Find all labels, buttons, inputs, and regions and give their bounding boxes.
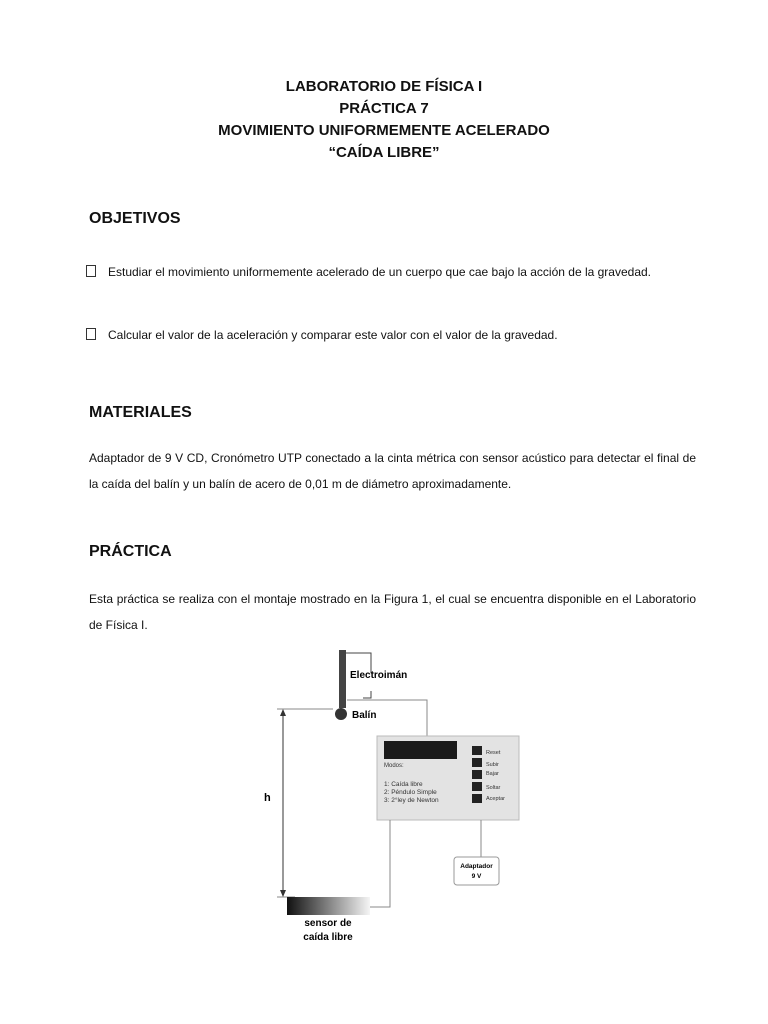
objetivo-text-2: Calcular el valor de la aceleración y comparar este valor con el valor de la gravedad.	[108, 328, 558, 342]
reset-label: Reset	[486, 750, 501, 756]
title-line-1: LABORATORIO DE FÍSICA I	[285, 78, 483, 95]
h-arrow-down-icon	[280, 890, 286, 897]
objetivo-text-1: Estudiar el movimiento uniformemente acelerado de un cuerpo que cae bajo la acción de la gravedad.	[108, 265, 651, 279]
aceptar-button[interactable]	[472, 794, 482, 803]
materiales-paragraph: Adaptador de 9 V CD, Cronómetro UTP conectado a la cinta métrica con sensor acústico para detectar el final de la caída del balín y un balín de acero de 0,01 m de diámetro aproximadamente.	[89, 451, 696, 491]
sensor-label-2: caída libre	[303, 932, 353, 943]
bajar-button[interactable]	[472, 770, 482, 779]
sensor-caida-libre	[287, 897, 370, 915]
reset-button[interactable]	[472, 746, 482, 755]
subir-label: Subir	[486, 762, 499, 768]
modo-2: 2: Péndulo Simple	[384, 789, 437, 796]
bullet-box-icon	[86, 265, 96, 277]
h-arrow-up-icon	[280, 709, 286, 716]
h-label: h	[264, 792, 271, 804]
balin-label: Balín	[352, 710, 377, 721]
adaptador-label-2: 9 V	[471, 873, 482, 880]
aceptar-label: Aceptar	[486, 796, 505, 802]
modo-1: 1: Caída libre	[384, 781, 423, 788]
figura-1-diagram	[255, 645, 535, 950]
bullet-box-icon	[86, 328, 96, 340]
title-line-3: MOVIMIENTO UNIFORMEMENTE ACELERADO	[218, 122, 550, 139]
practica-paragraph: Esta práctica se realiza con el montaje mostrado en la Figura 1, el cual se encuentra disponible en el Laboratorio de Física I.	[89, 592, 696, 632]
modo-3: 3: 2°ley de Newton	[384, 797, 439, 804]
wire-sensor-to-box	[370, 820, 390, 907]
wire-arrow	[363, 691, 371, 698]
materiales-heading: MATERIALES	[89, 404, 192, 421]
title-line-2: PRÁCTICA 7	[339, 100, 429, 117]
balin-ball	[335, 708, 347, 720]
cronometro-display	[384, 741, 457, 759]
soltar-label: Soltar	[486, 785, 501, 791]
objetivo-item-1	[86, 265, 651, 279]
title-line-4: “CAÍDA LIBRE”	[328, 144, 440, 161]
subir-button[interactable]	[472, 758, 482, 767]
soltar-button[interactable]	[472, 782, 482, 791]
document-title	[0, 76, 768, 164]
adaptador-label-1: Adaptador	[460, 863, 493, 870]
practica-heading: PRÁCTICA	[89, 543, 172, 560]
sensor-label-1: sensor de	[304, 918, 352, 929]
objetivos-heading: OBJETIVOS	[89, 210, 181, 227]
bajar-label: Bajar	[486, 771, 499, 777]
modos-title: Modos:	[384, 763, 404, 769]
electroiman-bar	[339, 650, 346, 708]
adaptador-box	[454, 857, 499, 885]
objetivo-item-2	[86, 328, 558, 342]
electroiman-label: Electroimán	[350, 670, 408, 681]
